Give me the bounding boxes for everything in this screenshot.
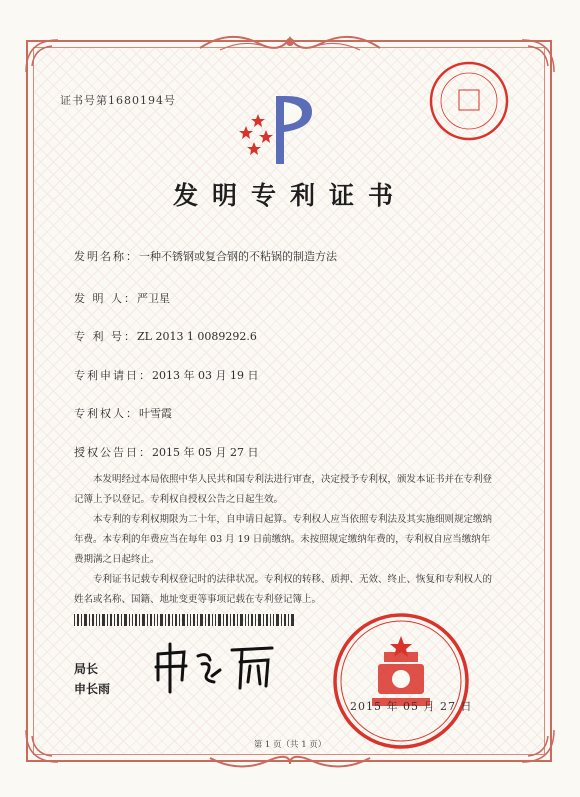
barcode [74,614,294,626]
filing-date-field [74,367,258,383]
grant-date-value: 2015 年 05 月 27 日 [152,446,259,459]
paragraph: 本发明经过本局依照中华人民共和国专利法进行审查，决定授予专利权，颁发本证书并在专利登记簿上予以登记。专利权自授权公告之日起生效。 [74,474,493,505]
invention-name-label: 发明名称： [74,250,139,263]
agency-seal-small [428,60,510,142]
corner-ornament-tl [22,36,62,76]
top-ornament [190,28,390,58]
grant-date-field [74,444,258,460]
invention-name-field [74,248,337,264]
seal-date: 2015 年 05 月 27 日 [350,700,473,713]
grant-date-label: 授权公告日： [74,446,152,459]
director-name: 申长雨 [74,682,111,696]
director-title: 局长 [74,662,99,676]
patentee-label: 专利权人： [74,407,139,420]
patent-number-field [74,328,257,344]
filing-date-value: 2013 年 03 月 19 日 [152,369,259,382]
inventor-value: 严卫星 [137,292,170,305]
page-title: 发明专利证书 [172,181,407,210]
paragraph: 本专利的专利权期限为二十年，自申请日起算。专利权人应当依照专利法及其实施细则规定缴纳年费。本专利的年费应当在每年 03 月 19 日前缴纳。未按照规定缴纳年费的，专利权自应当缴纳年费期满之日起终止。 [74,514,493,565]
invention-name-value: 一种不锈钢或复合钢的不粘锅的制造方法 [139,250,337,263]
filing-date-label: 专利申请日： [74,369,152,382]
patent-number-label: 专 利 号： [74,330,137,343]
page-number: 第 1 页（共 1 页） [253,740,327,750]
patent-number-value: ZL 2013 1 0089292.6 [137,330,257,343]
patent-office-logo [232,92,320,168]
inventor-field [74,290,170,306]
paragraph: 专利证书记载专利权登记时的法律状况。专利权的转移、质押、无效、终止、恢复和专利权人的姓名或名称、国籍、地址变更等事项记载在专利登记簿上。 [74,574,493,605]
patentee-field [74,405,172,421]
inventor-label: 发 明 人： [74,292,137,305]
patentee-value: 叶雪霞 [139,407,172,420]
official-seal [332,612,473,750]
bottom-ornament [200,752,380,776]
certificate-number: 证书号第1680194号 [60,94,176,107]
corner-ornament-tr [518,36,558,76]
handwritten-signature [150,640,280,696]
certificate-body [74,470,494,610]
